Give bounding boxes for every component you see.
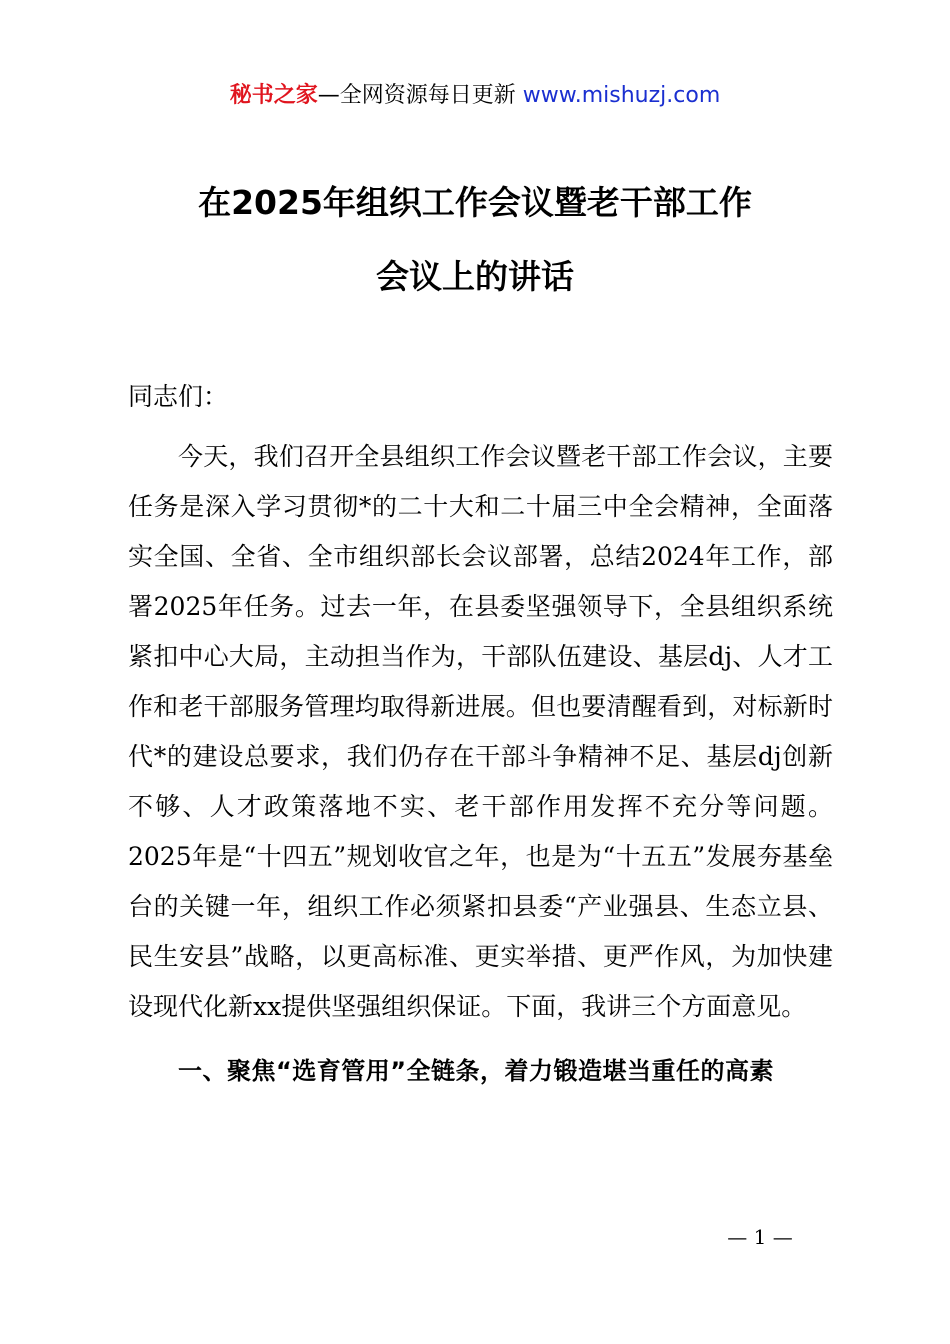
title-line-2: 会议上的讲话	[376, 257, 574, 296]
banner-brand: 秘书之家	[229, 83, 318, 108]
section-heading: 一、聚焦“选育管用”全链条，着力锻造堪当重任的高素	[178, 1057, 775, 1085]
page-number: — 1 —	[727, 1225, 793, 1249]
document-body	[128, 372, 833, 1096]
salutation: 同志们：	[128, 382, 229, 411]
site-banner	[0, 78, 950, 114]
banner-tagline: —全网资源每日更新	[317, 83, 523, 108]
document-title	[0, 180, 950, 300]
title-line-1: 在2025年组织工作会议暨老干部工作	[198, 183, 752, 222]
body-paragraph: 今天，我们召开全县组织工作会议暨老干部工作会议，主要任务是深入学习贯彻*的二十大和二十届三中全会精神，全面落实全国、全省、全市组织部长会议部署，总结2024年工作，部署2025年任务。过去一年，在县委坚强领导下，全县组织系统紧扣中心大局，主动担当作为，干部队伍建设、基层dj、人才工作和老干部服务管理均取得新进展。但也要清醒看到，对标新时代*的建设总要求，我们仍存在干部斗争精神不足、基层dj创新不够、人才政策落地不实、老干部作用发挥不充分等问题。2025年是“十四五”规划收官之年，也是为“十五五”发展夯基垒台的关键一年，组织工作必须紧扣县委“产业强县、生态立县、民生安县”战略，以更高标准、更实举措、更严作风，为加快建设现代化新xx提供坚强组织保证。下面，我讲三个方面意见。	[128, 442, 833, 1021]
banner-url-link[interactable]: www.mishuzj.com	[522, 83, 721, 108]
